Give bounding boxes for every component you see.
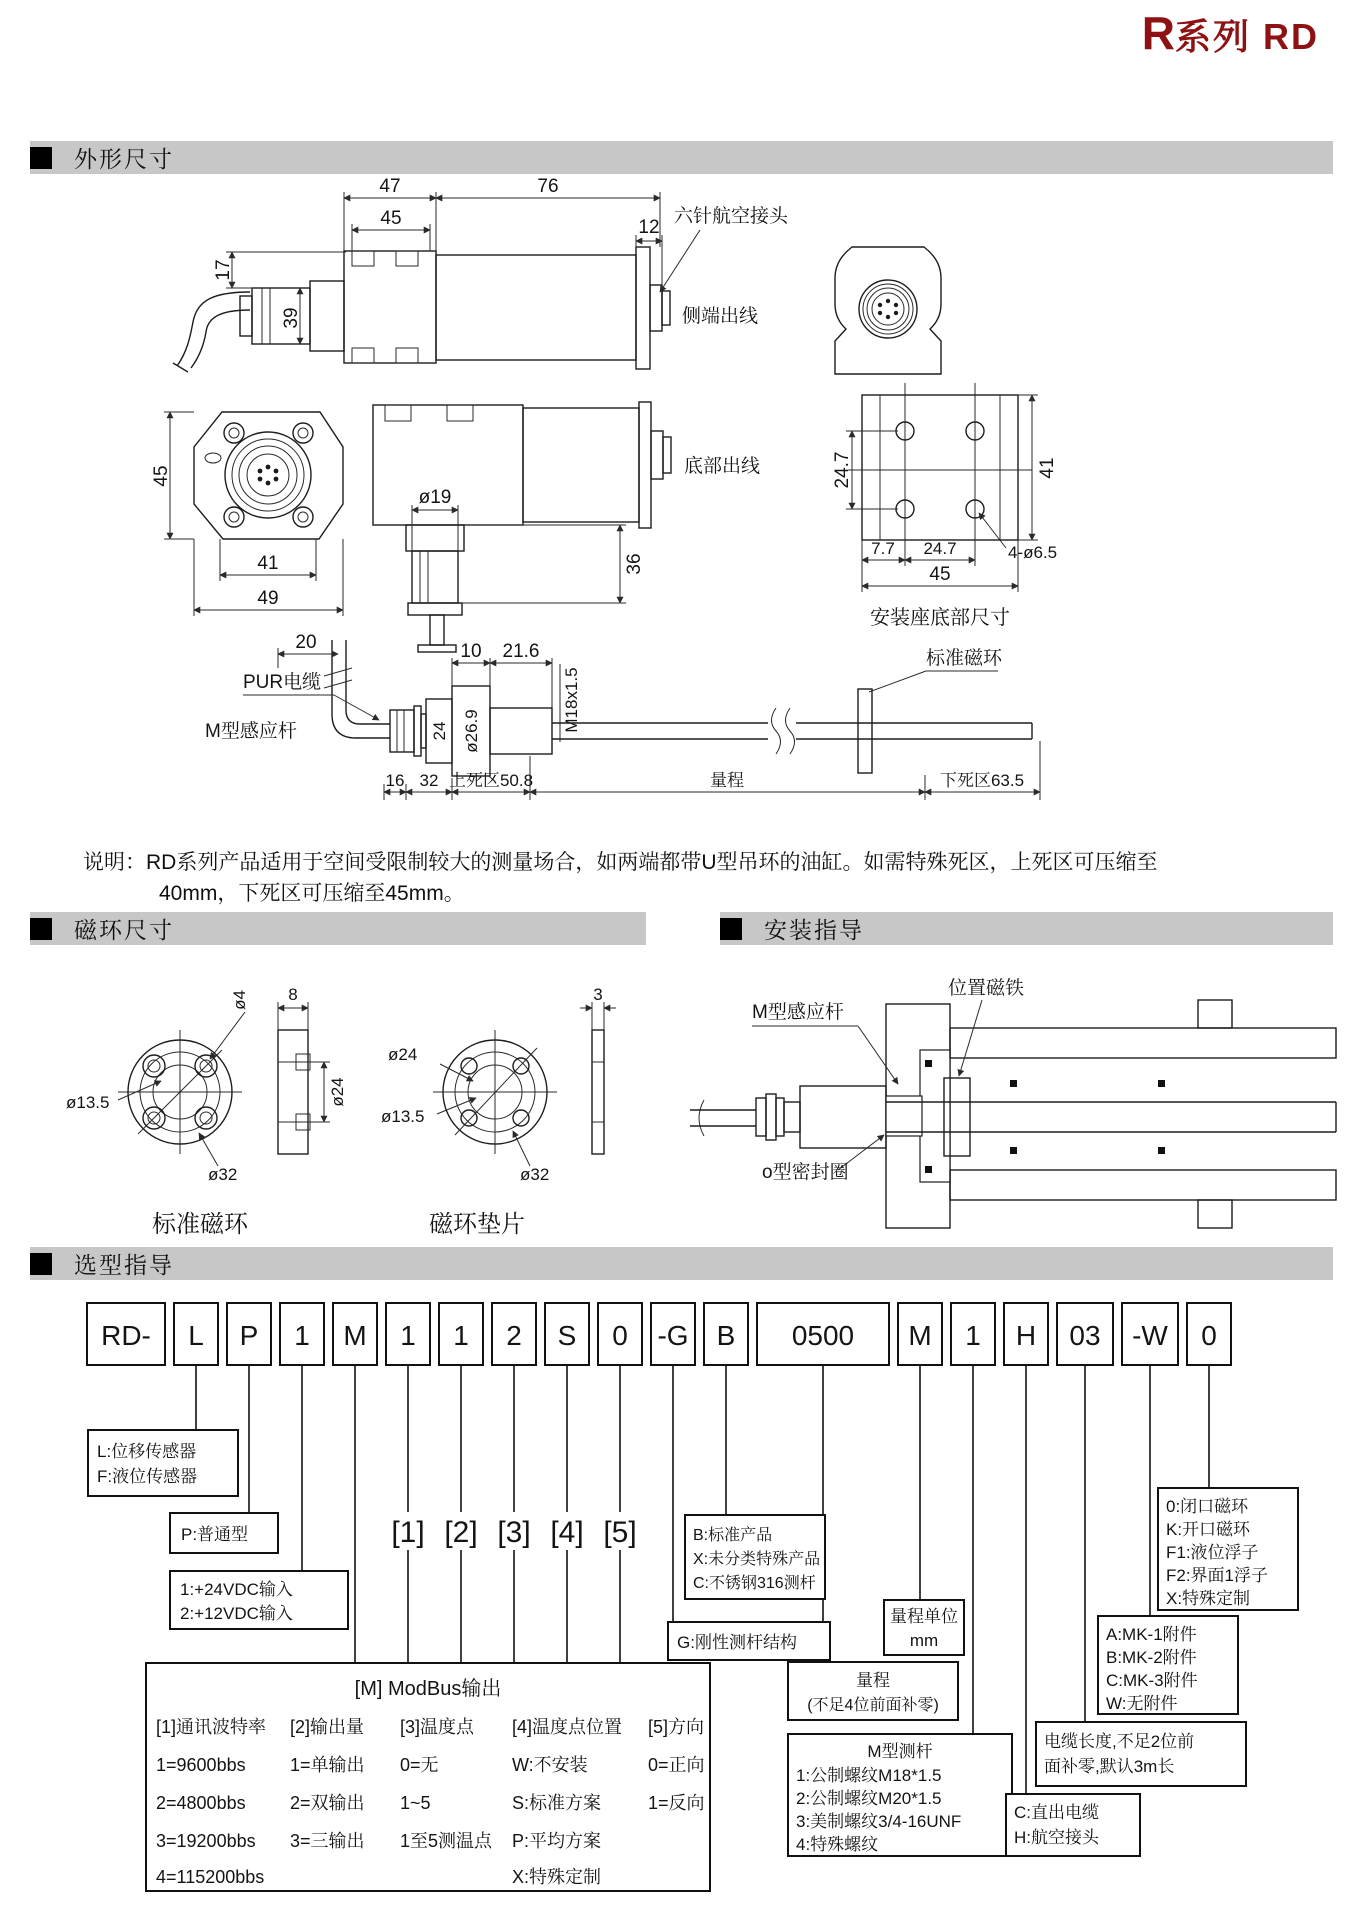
opt-power-line2: 2:+12VDC输入: [180, 1604, 293, 1623]
code-accessory: -W: [1132, 1320, 1168, 1351]
modbus-col5-r1: 0=正向: [648, 1755, 705, 1775]
modbus-col2-r2: 2=双输出: [290, 1793, 365, 1813]
dim-7_7: 7.7: [871, 539, 895, 558]
standard-ring-drawing: [66, 985, 347, 1238]
dim-washer-thickness: 3: [593, 985, 603, 1004]
opt-cablelen-line2: 面补零,默认3m长: [1044, 1757, 1175, 1776]
opt-mrod-line3: 3:美制螺纹3/4-16UNF: [796, 1812, 962, 1831]
modbus-col4-r1: W:不安装: [512, 1755, 588, 1775]
dim-o26_9: ø26.9: [462, 709, 481, 753]
dim-washer-bore: ø13.5: [381, 1107, 425, 1126]
modbus-col3-r2: 1~5: [400, 1793, 431, 1813]
section-title-install: 安装指导: [764, 917, 864, 943]
modbus-col1-header: [1]通讯波特率: [156, 1717, 267, 1737]
dim-upper-dead-zone: 上死区50.8: [448, 771, 534, 790]
opt-ring-line3: F1:液位浮子: [1166, 1543, 1259, 1562]
code-ring-type: 0: [1201, 1320, 1217, 1351]
modbus-title: [M] ModBus输出: [354, 1678, 502, 1700]
section-bullet-icon: [720, 918, 742, 940]
code-cable-length: 03: [1069, 1320, 1101, 1351]
modbus-col4-header: [4]温度点位置: [512, 1717, 623, 1737]
code-direction: 0: [612, 1320, 628, 1351]
connector-face-view: [835, 247, 941, 374]
dim-std-inner: ø24: [328, 1077, 347, 1107]
modbus-col5-r2: 1=反向: [648, 1793, 705, 1813]
note-line1: RD系列产品适用于空间受限制较大的测量场合，如两端都带U型吊环的油缸。如需特殊死区，上死区可压缩至: [146, 851, 1158, 874]
dim-10: 10: [460, 641, 482, 662]
code-prefix: RD-: [101, 1320, 151, 1351]
code-temp-position: S: [557, 1320, 577, 1351]
opt-rigid: G:刚性测杆结构: [677, 1633, 797, 1652]
label-bottom-exit: 底部出线: [684, 456, 761, 477]
section-title-ring: 磁环尺寸: [74, 917, 174, 943]
modbus-col4-r3: P:平均方案: [512, 1831, 602, 1851]
bracket-labels: [388, 1512, 640, 1550]
opt-sensor-line2: F:液位传感器: [97, 1467, 198, 1486]
bracket-2: [2]: [444, 1516, 478, 1549]
m-rod-drawing: [205, 632, 1040, 800]
dim-4-holes: 4-ø6.5: [1008, 543, 1058, 562]
ring-and-install-drawing: [0, 950, 1357, 1245]
modbus-col4-r4: X:特殊定制: [512, 1867, 602, 1887]
dim-std-bore: ø13.5: [66, 1093, 110, 1112]
caption-standard-ring: 标准磁环: [152, 1211, 248, 1238]
dim-41-flange: 41: [257, 553, 279, 574]
modbus-col4-r2: S:标准方案: [512, 1793, 602, 1813]
opt-mrod-line1: 1:公制螺纹M18*1.5: [796, 1766, 942, 1785]
section-bar-install: [720, 912, 1333, 945]
opt-acc-line3: C:MK-3附件: [1106, 1671, 1198, 1690]
bracket-1: [1]: [391, 1516, 425, 1549]
opt-mrod-line4: 4:特殊螺纹: [796, 1835, 879, 1854]
code-rod-thread: 1: [965, 1320, 981, 1351]
option-boxes: [88, 1430, 1298, 1891]
code-cable-type: H: [1015, 1320, 1037, 1351]
opt-acc-line1: A:MK-1附件: [1106, 1625, 1197, 1644]
outline-dimension-drawing: [0, 175, 1357, 845]
opt-ptype: P:普通型: [181, 1525, 249, 1544]
modbus-col2-r1: 1=单输出: [290, 1755, 365, 1775]
dim-12: 12: [638, 217, 660, 238]
section-bar-selection: [30, 1247, 1333, 1280]
page-title-rest: 系列 RD: [1175, 16, 1319, 57]
opt-cabletype-line2: H:航空接头: [1014, 1828, 1099, 1847]
label-pur-cable: PUR电缆: [243, 672, 322, 693]
dim-std-hole: ø4: [230, 990, 249, 1010]
code-range-value: 0500: [791, 1320, 855, 1351]
opt-ring-line5: X:特殊定制: [1166, 1589, 1251, 1608]
modbus-col5-header: [5]方向: [648, 1717, 705, 1737]
model-code-boxes: [87, 1303, 1231, 1365]
dim-std-outer: ø32: [208, 1165, 238, 1184]
page-title-series-letter: R: [1141, 7, 1175, 59]
opt-product-line2: X:未分类特殊产品: [693, 1551, 821, 1568]
modbus-col1-r1: 1=9600bbs: [156, 1755, 246, 1775]
dim-32: 32: [419, 771, 439, 790]
dim-washer-mid: ø24: [388, 1045, 418, 1064]
opt-ring-line1: 0:闭口磁环: [1166, 1497, 1249, 1516]
section-bullet-icon: [30, 918, 52, 940]
section-bullet-icon: [30, 147, 52, 169]
modbus-col1-r3: 3=19200bbs: [156, 1831, 256, 1851]
dim-45-flange: 45: [151, 465, 172, 487]
bracket-5: [5]: [603, 1516, 637, 1549]
section-bar-outline: [30, 141, 1333, 174]
opt-range-unit-line2: mm: [909, 1631, 939, 1650]
side-exit-assembly-drawing: [173, 176, 789, 372]
opt-acc-line2: B:MK-2附件: [1106, 1648, 1197, 1667]
opt-product-line3: C:不锈钢316测杆: [693, 1575, 816, 1592]
mounting-base-bottom-view: [832, 383, 1058, 629]
dim-24_7-horizontal: 24.7: [923, 539, 957, 558]
opt-product-line1: B:标准产品: [693, 1527, 773, 1544]
dim-range: 量程: [710, 771, 744, 790]
opt-range-line1: 量程: [856, 1671, 890, 1690]
dim-std-thickness: 8: [288, 985, 298, 1004]
dim-47: 47: [379, 176, 401, 197]
modbus-col3-header: [3]温度点: [400, 1717, 475, 1737]
dim-36: 36: [624, 553, 645, 575]
caption-ring-washer: 磁环垫片: [429, 1211, 525, 1238]
code-sensor-type: L: [188, 1320, 204, 1351]
note-prefix: 说明：: [83, 851, 146, 874]
code-range-unit: M: [908, 1320, 932, 1351]
modbus-col1-r2: 2=4800bbs: [156, 1793, 246, 1813]
label-position-magnet: 位置磁铁: [948, 978, 1025, 999]
opt-ring-line4: F2:界面1浮子: [1166, 1566, 1269, 1585]
section-title-outline: 外形尺寸: [74, 146, 174, 172]
label-install-m-rod: M型感应杆: [752, 1002, 844, 1023]
label-standard-ring: 标准磁环: [926, 648, 1003, 669]
code-power: 1: [294, 1320, 310, 1351]
code-temp-points: 2: [506, 1320, 522, 1351]
opt-sensor-line1: L:位移传感器: [97, 1442, 197, 1461]
dim-24_7-vertical: 24.7: [832, 451, 853, 489]
code-output-count: 1: [453, 1320, 469, 1351]
opt-acc-line4: W:无附件: [1106, 1694, 1178, 1713]
dim-49-flange: 49: [257, 588, 279, 609]
note-line2: 40mm，下死区可压缩至45mm。: [159, 882, 465, 905]
dim-17: 17: [213, 259, 234, 281]
dim-39: 39: [281, 307, 302, 329]
bracket-4: [4]: [550, 1516, 584, 1549]
dim-o19: ø19: [418, 487, 452, 508]
label-six-pin-connector: 六针航空接头: [674, 206, 789, 227]
opt-range-line2: (不足4位前面补零): [807, 1697, 939, 1714]
dim-20: 20: [295, 632, 317, 653]
bottom-exit-assembly-drawing: [373, 402, 760, 652]
section-bar-ring: [30, 912, 646, 945]
modbus-col1-r4: 4=115200bbs: [156, 1867, 265, 1887]
opt-power-line1: 1:+24VDC输入: [180, 1580, 293, 1599]
label-m-rod: M型感应杆: [205, 721, 297, 742]
dim-21_6: 21.6: [502, 641, 540, 662]
label-o-ring: o型密封圈: [762, 1162, 849, 1183]
modbus-col2-r3: 3=三输出: [290, 1831, 365, 1851]
note-paragraph: [83, 847, 1323, 909]
dim-45-base: 45: [929, 564, 951, 585]
code-rigid: -G: [657, 1320, 689, 1351]
dim-lower-dead-zone: 下死区63.5: [939, 771, 1025, 790]
opt-ring-line2: K:开口磁环: [1166, 1520, 1251, 1539]
caption-mounting-base: 安装座底部尺寸: [870, 607, 1010, 629]
connector-pins: [878, 299, 898, 319]
modbus-col3-r1: 0=无: [400, 1755, 439, 1775]
modbus-col3-r3: 1至5测温点: [400, 1831, 493, 1851]
opt-range-unit-line1: 量程单位: [890, 1607, 958, 1626]
code-product-class: B: [716, 1320, 736, 1351]
code-ptype: P: [239, 1320, 259, 1351]
opt-mrod-title: M型测杆: [867, 1742, 933, 1761]
page-title: [1142, 6, 1319, 60]
modbus-col2-header: [2]输出量: [290, 1717, 365, 1737]
section-bullet-icon: [30, 1253, 52, 1275]
model-selection-diagram: [0, 1290, 1357, 1915]
opt-cablelen-line1: 电缆长度,不足2位前: [1044, 1732, 1195, 1751]
opt-mrod-line2: 2:公制螺纹M20*1.5: [796, 1789, 942, 1808]
code-baud: 1: [400, 1320, 416, 1351]
flange-front-view: [151, 412, 343, 616]
ring-washer-drawing: [381, 985, 616, 1238]
opt-cabletype-line1: C:直出电缆: [1014, 1803, 1099, 1822]
installation-drawing: [690, 977, 1336, 1228]
bracket-3: [3]: [497, 1516, 531, 1549]
label-side-exit: 侧端出线: [682, 306, 759, 327]
dim-41-base: 41: [1037, 457, 1058, 479]
dim-76: 76: [537, 176, 559, 197]
section-title-selection: 选型指导: [74, 1252, 174, 1278]
dim-washer-outer: ø32: [520, 1165, 550, 1184]
dim-24-rod: 24: [430, 721, 449, 741]
dim-45-top: 45: [380, 208, 402, 229]
dim-16: 16: [385, 771, 405, 790]
code-output-m: M: [343, 1320, 367, 1351]
dim-m18-thread: M18x1.5: [562, 667, 581, 733]
